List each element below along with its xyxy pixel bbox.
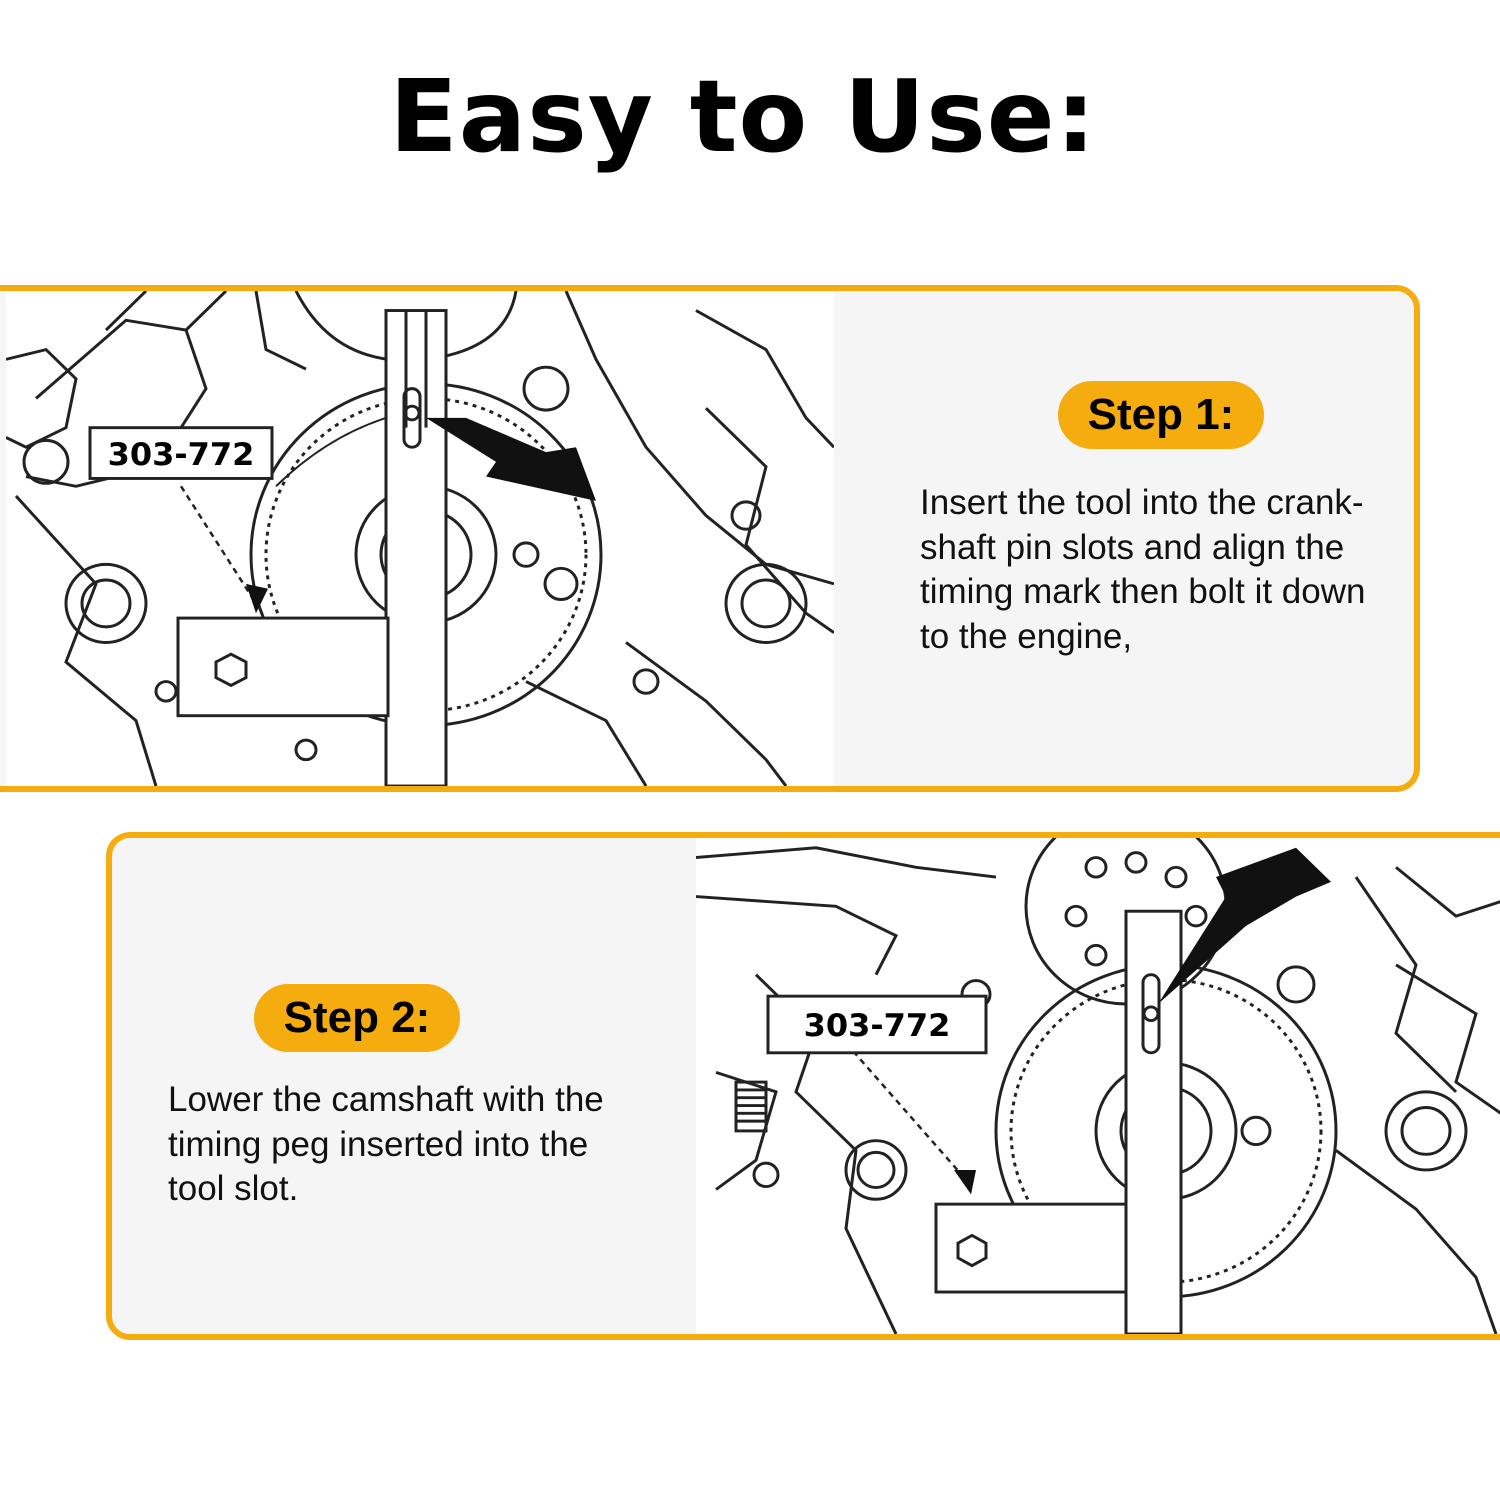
- tool-number-label: 303-772: [803, 1008, 951, 1045]
- step-1-panel: [0, 285, 1420, 792]
- step-2-line: tool slot.: [168, 1169, 299, 1208]
- step-1-line: Insert the tool into the crank-: [920, 483, 1364, 522]
- engine-timing-illustration: [6, 291, 834, 786]
- page-title: Easy to Use:: [389, 58, 1097, 175]
- step-2-engine-diagram: [696, 838, 1500, 1334]
- step-2-badge: Step 2:: [254, 984, 460, 1052]
- step-2-line: timing peg inserted into the: [168, 1124, 589, 1164]
- step-1-line: shaft pin slots and align the: [920, 527, 1345, 567]
- step-1-line: timing mark then bolt it down: [920, 572, 1366, 611]
- step-1-description: [920, 481, 1420, 659]
- step-1-badge: Step 1:: [1058, 381, 1264, 449]
- step-2-panel: [106, 832, 1500, 1340]
- step-1-engine-diagram: [6, 291, 834, 786]
- camshaft-timing-illustration: [696, 838, 1500, 1334]
- step-1-line: to the engine,: [920, 616, 1133, 656]
- step-2-line: Lower the camshaft with the: [168, 1080, 604, 1119]
- tool-number-label: 303-772: [107, 437, 255, 473]
- step-2-description: [168, 1078, 648, 1212]
